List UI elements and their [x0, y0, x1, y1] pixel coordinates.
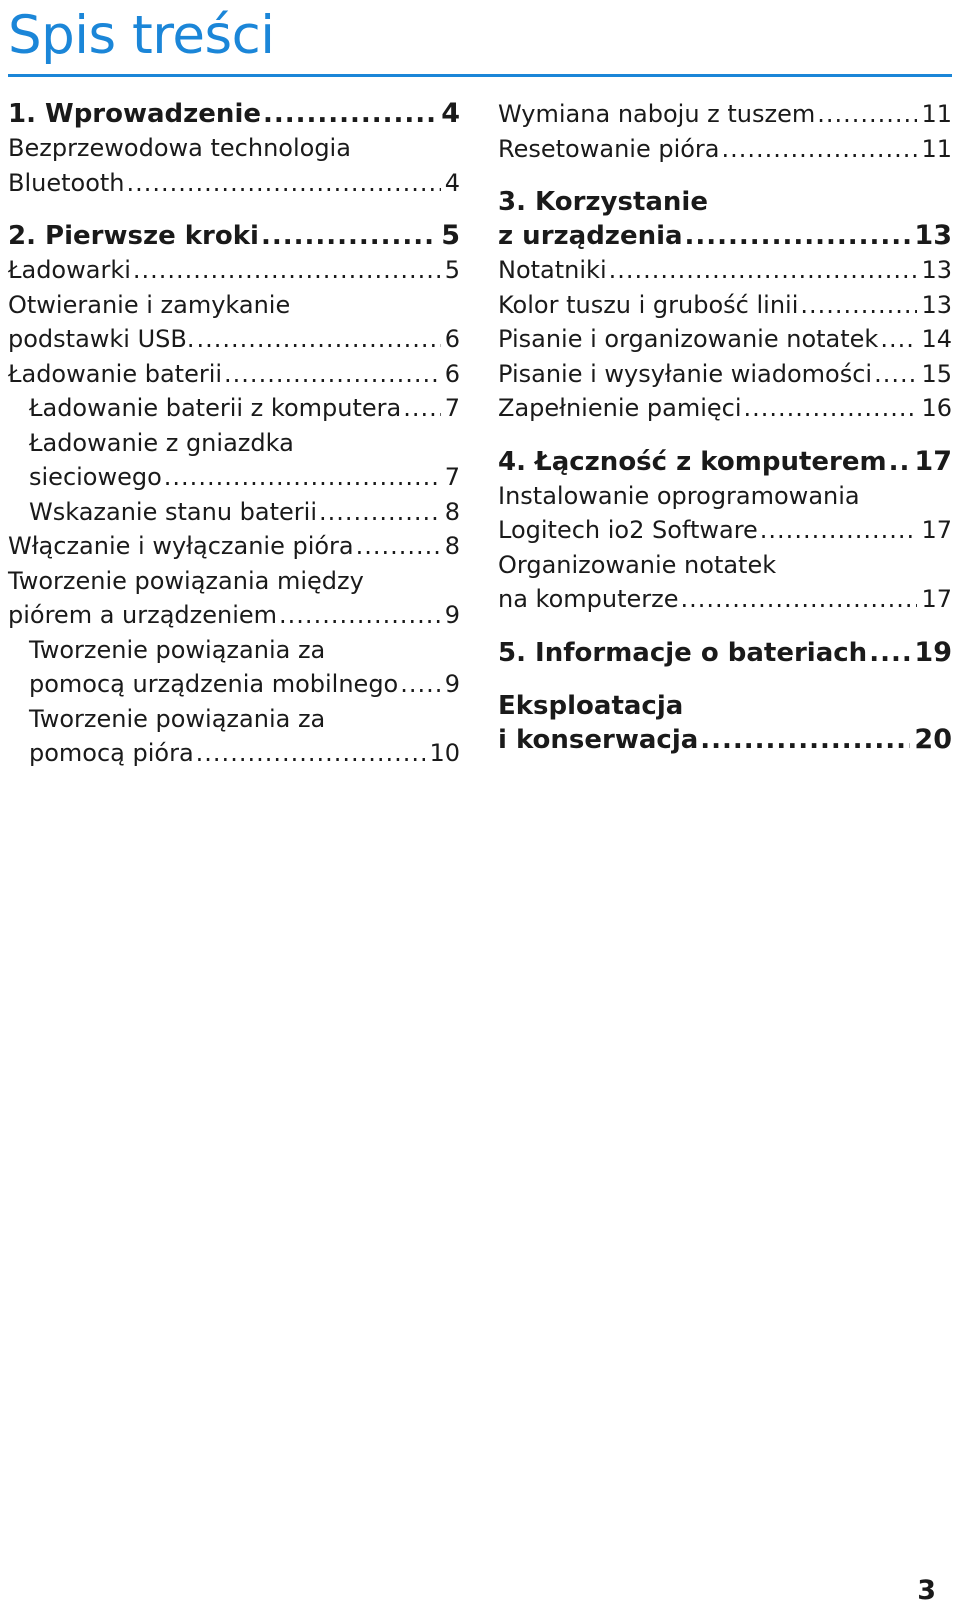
toc-entry-page-number: 17	[921, 516, 952, 544]
toc-entry-label: Bluetooth	[8, 168, 125, 197]
toc-entry-page-number: 6	[444, 359, 460, 388]
toc-entry	[498, 357, 952, 392]
toc-entry-label-line: Bezprzewodowa technologia	[8, 134, 351, 162]
dot-leader	[403, 391, 441, 426]
toc-entry-label-line: Ładowanie z gniazdka	[29, 428, 294, 457]
dot-leader	[800, 288, 917, 323]
toc-entry-label: 2. Pierwsze kroki	[8, 221, 259, 251]
dot-leader	[889, 445, 911, 479]
toc-entry-label: 4. Łączność z komputerem	[498, 446, 887, 477]
toc-entry-page-number: 13	[921, 256, 952, 284]
dot-leader	[279, 598, 441, 633]
dot-leader	[700, 723, 910, 757]
dot-leader	[400, 667, 440, 702]
toc-entry-page-number: 8	[444, 497, 460, 526]
toc-entry-label: Pisanie i wysyłanie wiadomości	[498, 359, 873, 388]
dot-leader	[197, 322, 441, 357]
toc-right-column	[498, 97, 952, 757]
toc-entry-label: z urządzenia	[498, 221, 683, 251]
toc-entry-label: Ładowanie baterii	[8, 359, 223, 388]
dot-leader	[164, 460, 441, 495]
toc-entry-label-line: Tworzenie powiązania za	[29, 704, 326, 733]
toc-entry-page-number: 19	[914, 636, 952, 668]
toc-entry-label: i konserwacja	[498, 724, 699, 755]
toc-entry	[8, 357, 460, 392]
dot-leader	[817, 97, 917, 132]
toc-section-entry	[498, 445, 952, 479]
toc-section-label-line: 3. Korzystanie	[498, 187, 708, 217]
toc-section-entry	[498, 723, 952, 757]
toc-entry-page-number: 7	[444, 394, 460, 422]
toc-entry-label-line: Otwieranie i zamykanie	[8, 290, 291, 319]
dot-leader	[127, 166, 441, 201]
toc-section-entry	[498, 636, 952, 670]
toc-entry	[8, 495, 460, 530]
toc-entry-page-number: 10	[429, 739, 460, 767]
toc-entry-label: Wskazanie stanu baterii	[29, 497, 317, 526]
toc-entry-page-number: 13	[914, 220, 952, 251]
toc-entry-label-line: Instalowanie oprogramowania	[498, 481, 860, 510]
toc-entry-label: pomocą urządzenia mobilnego	[29, 670, 399, 698]
toc-entry-label: 5. Informacje o bateriach	[498, 637, 868, 668]
dot-leader	[261, 219, 437, 253]
dot-leader	[760, 513, 918, 548]
toc-entry-label-line: Tworzenie powiązania między	[8, 566, 364, 595]
toc-entry-page-number: 9	[444, 670, 460, 698]
toc-entry-label: Ładowanie baterii z komputera	[29, 394, 402, 422]
toc-entry	[8, 391, 460, 426]
toc-entry	[498, 322, 952, 357]
toc-entry-label: Resetowanie pióra	[498, 134, 720, 163]
dot-leader	[319, 495, 441, 530]
toc-entry	[8, 598, 460, 633]
toc-entry-label-line: Tworzenie powiązania za	[29, 635, 326, 664]
dot-leader	[744, 391, 918, 426]
toc-entry-page-number: 13	[921, 290, 952, 319]
dot-leader	[681, 582, 918, 617]
toc-section-entry	[8, 97, 460, 131]
dot-leader	[196, 736, 426, 771]
toc-entry-label: sieciowego	[29, 463, 162, 491]
toc-entry-page-number: 5	[441, 220, 460, 251]
toc-entry	[8, 736, 460, 771]
toc-section-entry	[8, 219, 460, 253]
dot-leader	[874, 357, 917, 392]
toc-entry	[8, 529, 460, 564]
toc-entry-page-number: 8	[444, 532, 460, 560]
toc-entry-label: Logitech io2 Software	[498, 516, 758, 544]
toc-entry	[498, 582, 952, 617]
toc-entry	[498, 513, 952, 548]
toc-entry-label: Ładowarki	[8, 256, 131, 284]
toc-entry-label: Zapełnienie pamięci	[498, 394, 742, 422]
toc-entry-page-number: 4	[444, 168, 460, 197]
page-number: 3	[917, 1575, 936, 1606]
toc-entry-page-number: 5	[444, 256, 460, 284]
toc-entry-page-number: 17	[914, 445, 952, 477]
toc-entry-label: 1. Wprowadzenie	[8, 99, 261, 129]
toc-entry	[8, 667, 460, 702]
page-title: Spis treści	[8, 5, 275, 66]
toc-entry-page-number: 11	[921, 100, 952, 128]
toc-entry-page-number: 20	[914, 723, 952, 755]
toc-entry-label: Kolor tuszu i grubość linii	[498, 290, 799, 319]
dot-leader	[609, 253, 918, 288]
toc-entry	[498, 97, 952, 132]
toc-entry	[8, 460, 460, 495]
toc-entry	[8, 166, 460, 201]
toc-entry-label: pomocą pióra	[29, 739, 194, 767]
dot-leader	[356, 529, 441, 564]
toc-entry-label: Włączanie i wyłączanie pióra	[8, 532, 354, 560]
toc-entry-label: Notatniki	[498, 256, 607, 284]
dot-leader	[880, 322, 917, 357]
toc-entry-page-number: 16	[921, 394, 952, 422]
toc-entry-page-number: 6	[444, 325, 460, 353]
toc-entry-label: Pisanie i organizowanie notatek	[498, 325, 879, 353]
dot-leader	[685, 219, 911, 253]
toc-entry	[8, 322, 460, 357]
title-underline	[8, 74, 952, 77]
toc-entry-page-number: 4	[441, 98, 460, 129]
toc-entry-label: na komputerze	[498, 585, 679, 613]
toc-entry-page-number: 17	[921, 585, 952, 613]
toc-entry	[498, 253, 952, 288]
toc-entry-page-number: 15	[921, 359, 952, 388]
toc-entry-page-number: 9	[444, 601, 460, 629]
toc-entry-page-number: 14	[921, 325, 952, 353]
dot-leader	[263, 97, 437, 131]
toc-entry-label-line: Organizowanie notatek	[498, 550, 777, 579]
toc-entry-page-number: 7	[444, 463, 460, 491]
toc-entry	[498, 391, 952, 426]
dot-leader	[224, 357, 441, 392]
toc-entry-label: podstawki USB.	[8, 325, 195, 353]
toc-section-label-line: Eksploatacja	[498, 690, 684, 721]
toc-entry-page-number: 11	[921, 134, 952, 163]
dot-leader	[133, 253, 441, 288]
toc-entry	[498, 132, 952, 167]
toc-entry	[498, 288, 952, 323]
toc-entry-label: Wymiana naboju z tuszem	[498, 100, 816, 128]
dot-leader	[722, 132, 918, 167]
dot-leader	[869, 636, 910, 670]
toc-left-column	[8, 97, 460, 771]
toc-section-entry	[498, 219, 952, 253]
toc-entry-label: piórem a urządzeniem	[8, 601, 278, 629]
toc-entry	[8, 253, 460, 288]
